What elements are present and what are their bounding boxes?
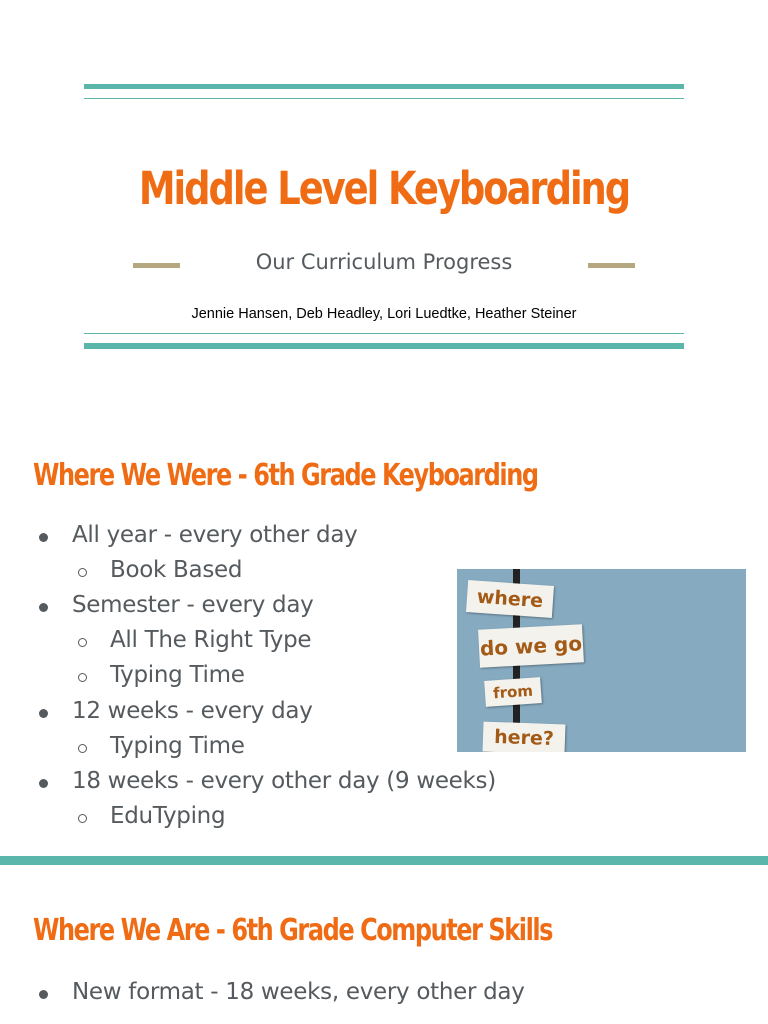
presentation-title: Middle Level Keyboarding (138, 162, 630, 215)
list-item: All year - every other day (72, 522, 358, 548)
list-item: Typing Time (110, 733, 245, 759)
list-item: Semester - every day (72, 592, 314, 618)
subtitle-dash-right (588, 263, 635, 268)
list-item: Typing Time (110, 662, 245, 688)
bullet-dot (39, 709, 48, 718)
where-do-we-go-from-here-image (457, 569, 746, 752)
author-list: Jennie Hansen, Deb Headley, Lori Luedtke, Heather Steiner (191, 306, 577, 322)
bullet-dot (39, 779, 48, 788)
bullet-ring (78, 744, 87, 753)
slide-heading: Where We Were - 6th Grade Keyboarding (33, 458, 538, 493)
bullet-dot (39, 533, 48, 542)
bottom-rule-thin (84, 333, 684, 334)
content-slide-where-we-are (0, 865, 768, 1024)
top-rule-thick (84, 84, 684, 89)
slide-heading: Where We Are - 6th Grade Computer Skills (33, 913, 552, 948)
list-item: 18 weeks - every other day (9 weeks) (72, 768, 496, 794)
slide-divider (0, 856, 768, 865)
sign-board-where: where (466, 580, 554, 618)
subtitle-row (0, 246, 768, 282)
list-item: Book Based (110, 557, 243, 583)
list-item: 12 weeks - every day (72, 698, 313, 724)
list-item: New format - 18 weeks, every other day (72, 979, 525, 1005)
list-item: EduTyping (110, 803, 226, 829)
bullet-dot (39, 990, 48, 999)
title-slide (0, 0, 768, 400)
sign-board-here: here? (483, 722, 566, 752)
content-slide-where-we-were (0, 400, 768, 856)
top-rule-thin (84, 98, 684, 99)
bullet-ring (78, 673, 87, 682)
presentation-subtitle: Our Curriculum Progress (255, 250, 513, 274)
bottom-rule-thick (84, 343, 684, 349)
sign-board-do-we-go: do we go (478, 624, 584, 667)
sign-board-from: from (484, 677, 542, 707)
bullet-ring (78, 568, 87, 577)
list-item: All The Right Type (110, 627, 312, 653)
bullet-dot (39, 603, 48, 612)
bullet-ring (78, 814, 87, 823)
bullet-ring (78, 638, 87, 647)
